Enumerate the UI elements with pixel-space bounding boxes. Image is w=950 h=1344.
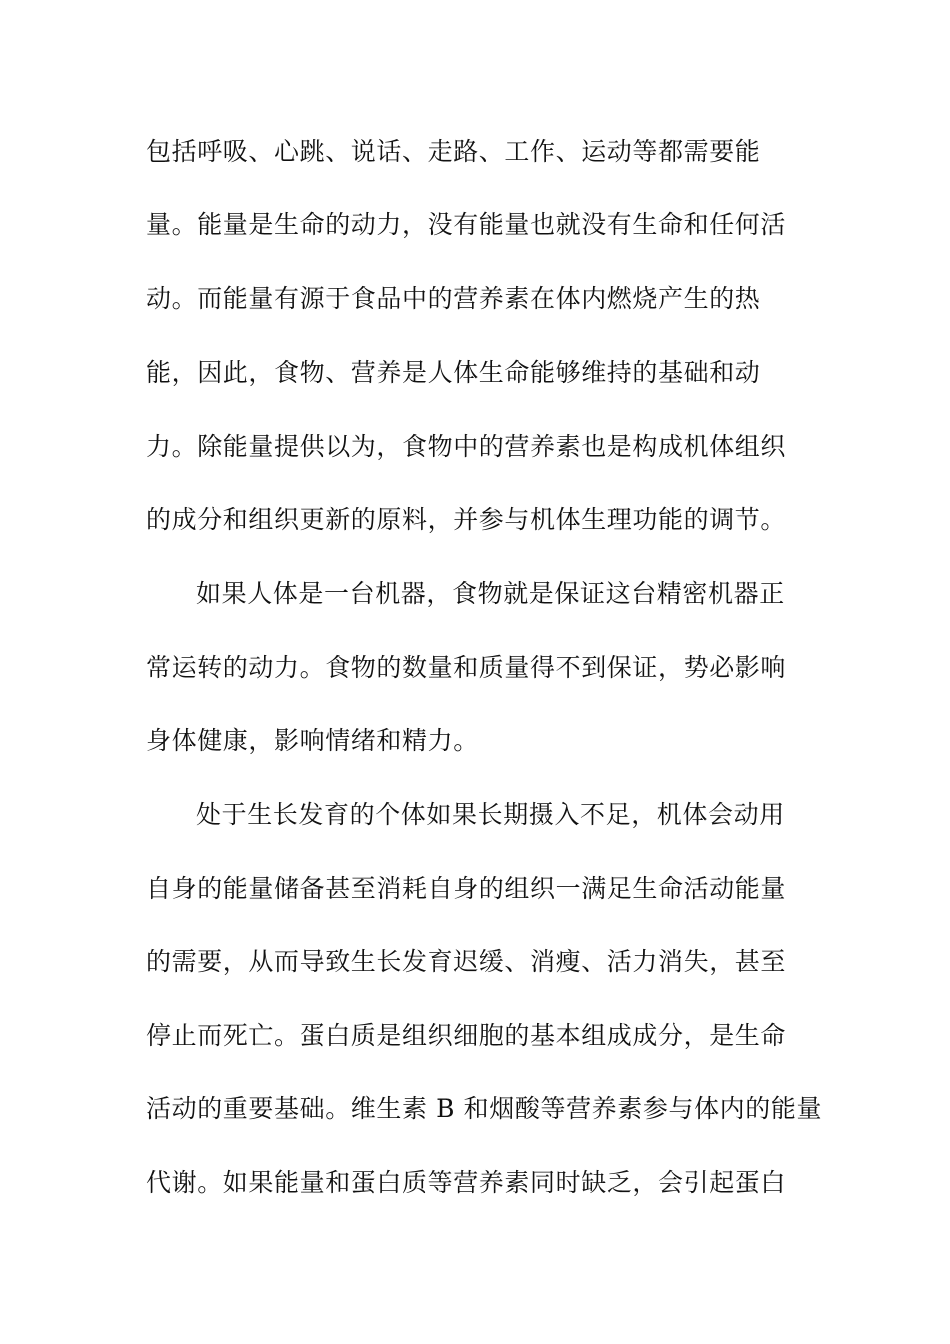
paragraph-first-line: 处于生长发育的个体如果长期摄入不足，机体会动用 <box>196 800 785 829</box>
text-line: 力。除能量提供以为，食物中的营养素也是构成机体组织 <box>146 432 787 461</box>
text-line: 常运转的动力。食物的数量和质量得不到保证，势必影响 <box>146 653 787 682</box>
text-line: 量。能量是生命的动力，没有能量也就没有生命和任何活 <box>146 210 787 239</box>
paragraph-first-line: 如果人体是一台机器，食物就是保证这台精密机器正 <box>196 579 785 608</box>
text-line: 能，因此，食物、营养是人体生命能够维持的基础和动 <box>146 358 761 387</box>
text-line: 的需要，从而导致生长发育迟缓、消瘦、活力消失，甚至 <box>146 947 787 976</box>
text-line: 身体健康，影响情绪和精力。 <box>146 726 479 755</box>
text-line: 停止而死亡。蛋白质是组织细胞的基本组成成分，是生命 <box>146 1021 787 1050</box>
text-line: 活动的重要基础。维生素 B 和烟酸等营养素参与体内的能量 <box>146 1094 823 1123</box>
text-line: 包括呼吸、心跳、说话、走路、工作、运动等都需要能 <box>146 137 761 166</box>
text-line: 代谢。如果能量和蛋白质等营养素同时缺乏，会引起蛋白 <box>146 1168 787 1197</box>
text-line: 动。而能量有源于食品中的营养素在体内燃烧产生的热 <box>146 284 761 313</box>
text-line: 自身的能量储备甚至消耗自身的组织一满足生命活动能量 <box>146 874 787 903</box>
text-line: 的成分和组织更新的原料，并参与机体生理功能的调节。 <box>146 505 787 534</box>
